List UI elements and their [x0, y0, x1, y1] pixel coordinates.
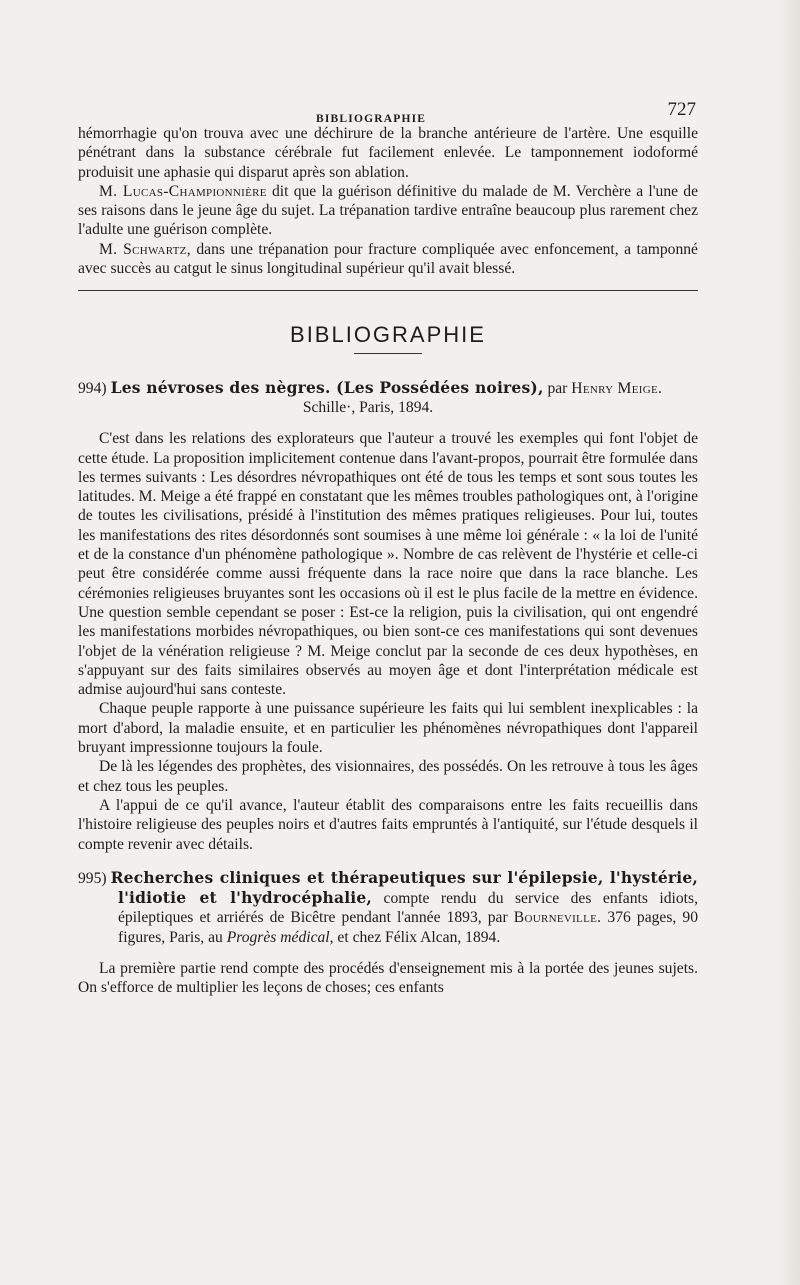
- running-header: [78, 98, 698, 124]
- entry-title: Recherches cliniques et thérapeutiques sur l'épilepsie, l'hystérie, l'idiotie et l'hydrocéphalie,: [110, 867, 698, 908]
- section-divider: [78, 290, 698, 291]
- entry-paragraph: De là les légendes des prophètes, des visionnaires, des possédés. On les retrouve à tous les âges et chez tous les peuples.: [78, 758, 698, 795]
- paragraph-text: dit que la guérison définitive du malade de M. Verchère a l'une de ses raisons dans le jeune âge du sujet. La trépanation tardive entraîne beaucoup plus rarement chez l'adulte une guérison complète.: [78, 182, 698, 239]
- entry-paragraph: C'est dans les relations des explorateurs que l'auteur a trouvé les exemples qui font l'objet de cette étude. La proposition implicitement contenue dans l'avant-propos, pourrait être formulée dans les termes suivants : Les désordres névropathiques ont été de tous les temps et sont sous toutes les latitudes. M. Meige a été frappé en constatant que les mêmes troubles pathologiques ont, à l'origine de toutes les civilisations, présidé à l'institution des mêmes pratiques religieuses. Pour lui, toutes les manifestations des rites désordonnés sont soumises à une même loi générale : « la loi de l'unité et de la constance d'un phénomène pathologique ». Nombre de cas relèvent de l'hystérie et celle-ci peut être considérée comme aussi fréquente dans la race noire que dans la race blanche. Les cérémonies religieuses bruyantes sont les occasions où il est le plus facile de la mettre en évidence. Une question semble cependant se poser : Est-ce la religion, puis la civilisation, qui ont engendré les manifestations morbides névropathiques, ou bien sont-ce ces manifestations qui sont devenues l'objet de la vénération religieuse ? M. Meige conclut par la seconde de ces deux hypothèses, en s'appuyant sur des faits similaires observés au moyen âge et dont l'interprétation médicale est admise aujourd'hui sans conteste.: [78, 430, 698, 699]
- entry-heading: [78, 378, 698, 398]
- paragraph-lucas-championniere: [78, 182, 698, 240]
- entry-description: 376 pages, 90 figures, Paris, au: [118, 909, 698, 946]
- page-number: 727: [667, 99, 696, 120]
- entry-author: Bourneville.: [513, 909, 602, 927]
- person-name: M. Schwartz,: [99, 240, 191, 258]
- entry-description: compte rendu du service des enfants idiots, épileptiques et arriérés de Bicêtre pendant l'année 1893, par: [118, 890, 698, 927]
- entry-author: Henry Meige.: [571, 379, 663, 397]
- paragraph-schwartz: [78, 240, 698, 279]
- paragraph-text: dans une trépanation pour fracture compliquée avec enfoncement, a tamponné avec succès au catgut le sinus longitudinal supérieur qu'il avait blessé.: [78, 240, 698, 278]
- entry-description: et chez Félix Alcan, 1894.: [333, 928, 501, 946]
- entry-heading: [78, 868, 698, 947]
- entry-by: par: [543, 379, 572, 397]
- entry-journal: Progrès médical,: [226, 928, 334, 946]
- entry-number: 994): [78, 379, 107, 397]
- section-title: BIBLIOGRAPHIE: [290, 322, 486, 348]
- entry-publisher: Schille·, Paris, 1894.: [302, 398, 434, 416]
- entry-paragraph: A l'appui de ce qu'il avance, l'auteur établit des comparaisons entre les faits recueillis dans l'histoire religieuse des peuples noirs et d'autres faits empruntés à l'antiquité, sur l'étude desquels il compte revenir avec détails.: [78, 796, 698, 853]
- title-underline: [354, 353, 422, 354]
- bibliography-entry-995: [78, 868, 698, 998]
- entry-number: 995): [78, 869, 107, 887]
- running-title: BIBLIOGRAPHIE: [316, 113, 427, 125]
- page-edge-shadow: [778, 0, 800, 1285]
- paragraph-continuation: hémorrhagie qu'on trouva avec une déchirure de la branche antérieure de l'artère. Une esquille pénétrant dans la substance cérébrale fut facilement enlevée. Le tamponnement iodoformé produisit une aphasie qui disparut après son ablation.: [78, 125, 698, 181]
- document-page: [78, 98, 698, 998]
- entry-paragraph: La première partie rend compte des procédés d'enseignement mis à la portée des jeunes sujets. On s'efforce de multiplier les leçons de choses; ces enfants: [78, 959, 698, 997]
- entry-title: Les névroses des nègres. (Les Possédées noires),: [110, 377, 544, 397]
- person-name: M. Lucas-Championnière: [99, 182, 267, 200]
- entry-paragraph: Chaque peuple rapporte à une puissance supérieure les faits qui lui semblent inexplicables : la mort d'abord, la maladie ensuite, et en particulier les phénomènes névropathiques dont l'appareil bruyant impressionne toujours la foule.: [78, 700, 698, 757]
- bibliography-entry-994: [78, 378, 698, 854]
